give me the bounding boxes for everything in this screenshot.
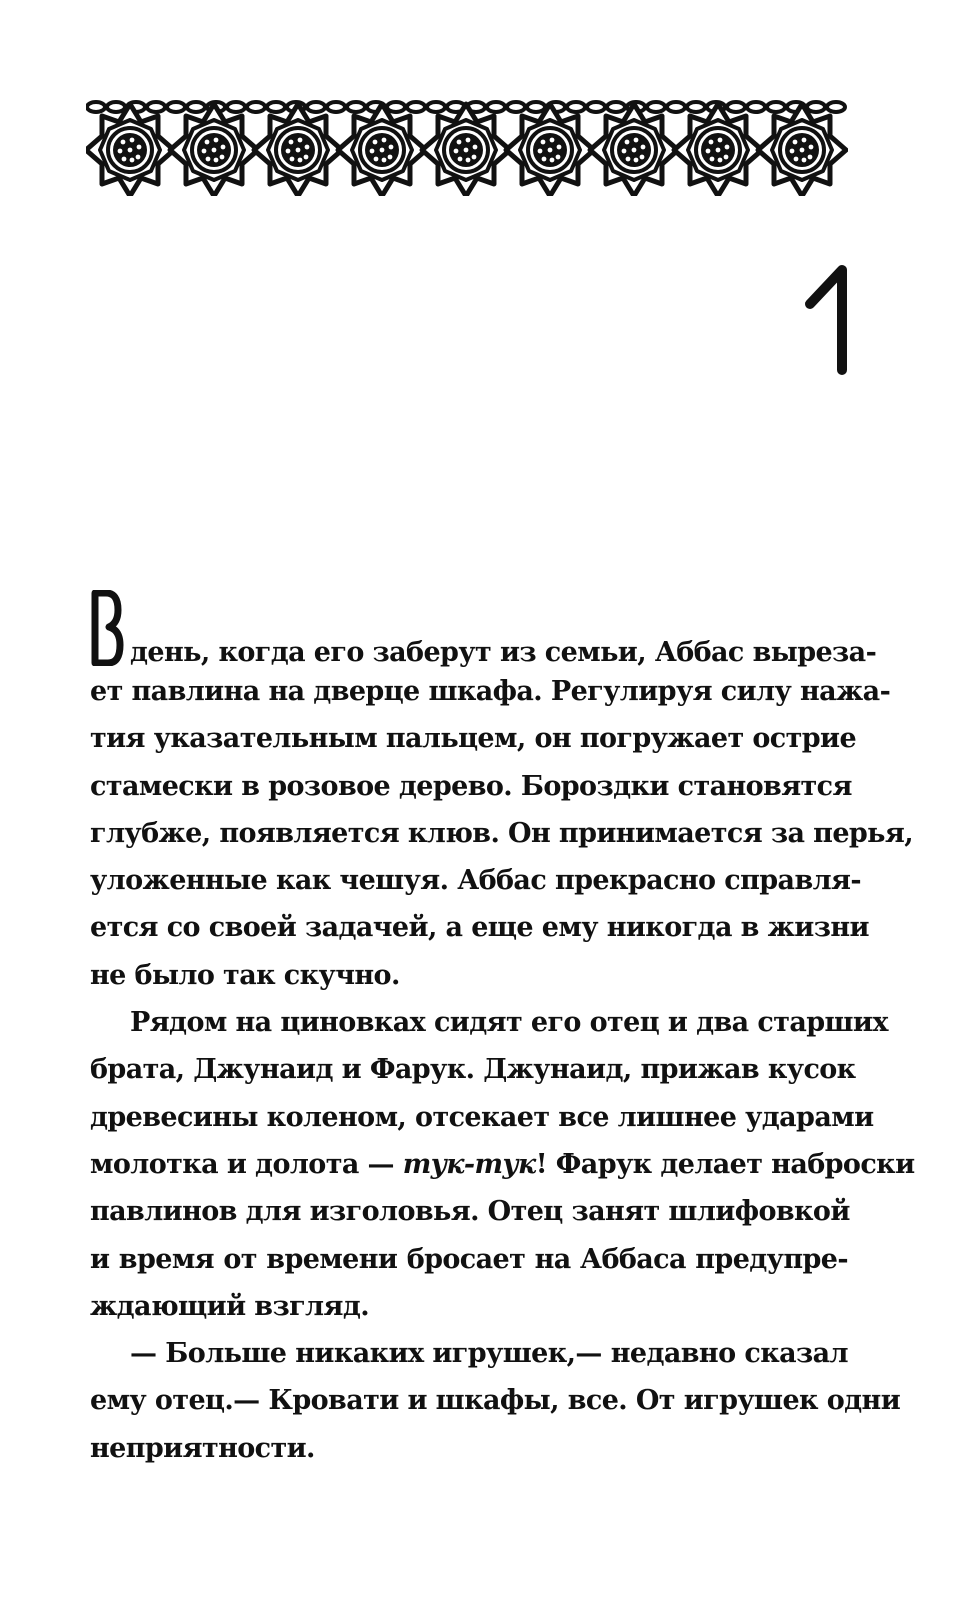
text-line: ет павлина на дверце шкафа. Регулируя силу нажа-: [90, 676, 891, 707]
text-line: [90, 1141, 915, 1188]
drop-cap: [90, 590, 124, 666]
text-line: брата, Джунаид и Фарук. Джунаид, прижав кусок: [90, 1054, 856, 1086]
text-line: — Больше никаких игрушек,— недавно сказал: [130, 1338, 848, 1370]
text-line: ему отец.— Кровати и шкафы, все. От игрушек одни: [90, 1385, 901, 1417]
text-line: не было так скучно.: [90, 959, 400, 991]
paragraph-2: [90, 999, 915, 1330]
text-line: тия указательным пальцем, он погружает острие: [90, 723, 857, 755]
text-line: древесины коленом, отсекает все лишнее ударами: [90, 1101, 874, 1133]
body-text: [90, 588, 915, 1472]
rosette-border-icon: [86, 96, 848, 196]
text-line: глубже, появляется клюв. Он принимается за перья,: [90, 817, 914, 849]
text-line: неприятности.: [90, 1432, 315, 1464]
drop-cap-glyph: [90, 590, 124, 666]
line-text: ! Фарук делает наброски: [535, 1148, 915, 1180]
chapter-number-glyph: [800, 262, 860, 382]
text-line: ждающий взгляд.: [90, 1290, 370, 1322]
text-line: [90, 588, 877, 668]
chapter-number: [800, 262, 860, 382]
text-line: Рядом на циновках сидят его отец и два старших: [130, 1007, 888, 1039]
text-line: ется со своей задачей, а еще ему никогда в жизни: [90, 912, 869, 944]
paragraph-3: [90, 1330, 901, 1472]
decorative-border-ornament: [86, 96, 848, 196]
line-text: молотка и долота —: [90, 1148, 403, 1180]
line-text: день, когда его заберут из семьи, Аббас выреза-: [130, 637, 877, 668]
onomatopoeia-italic: тук-тук: [402, 1148, 536, 1180]
text-line: и время от времени бросает на Аббаса предупре-: [90, 1243, 848, 1275]
text-line: стамески в розовое дерево. Бороздки становятся: [90, 770, 852, 802]
text-line: уложенные как чешуя. Аббас прекрасно справля-: [90, 865, 861, 897]
paragraph-1: [90, 588, 914, 999]
text-line: павлинов для изголовья. Отец занят шлифовкой: [90, 1196, 850, 1228]
